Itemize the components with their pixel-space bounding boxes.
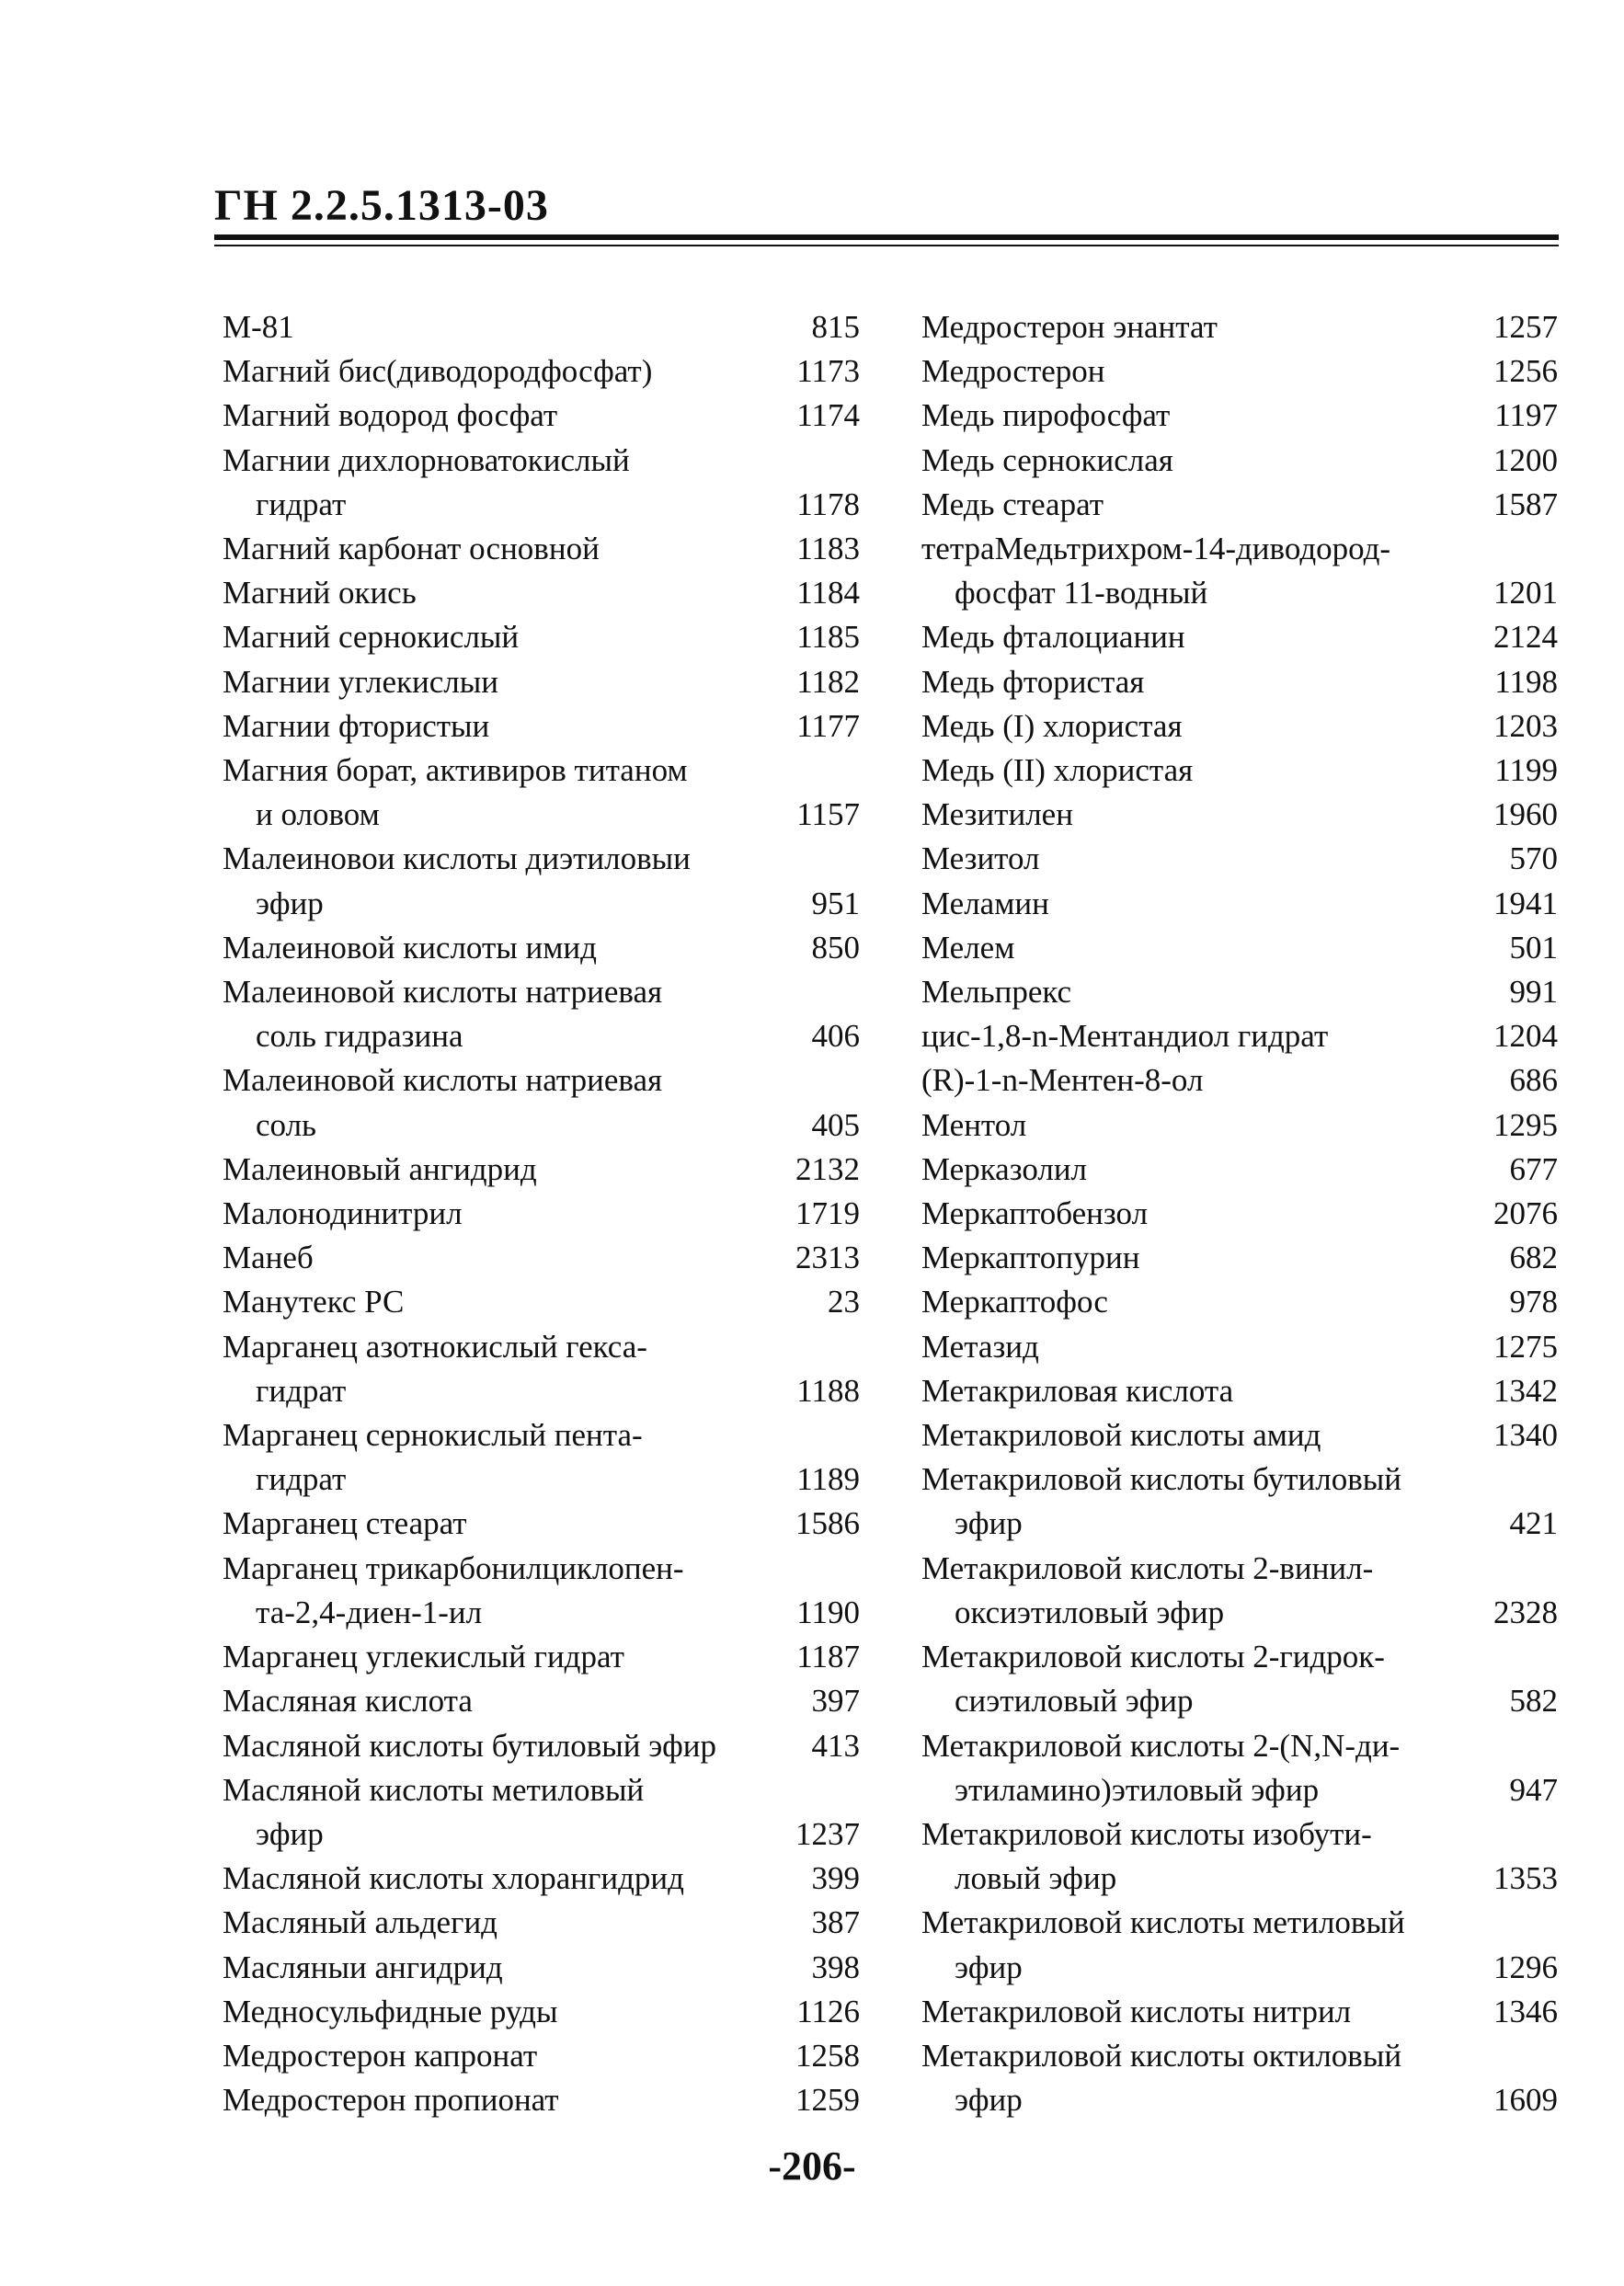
index-entry-term [921, 1457, 1499, 1546]
index-entry-term-line: Масляный альдегид [223, 1904, 497, 1941]
index-entry-number: 406 [811, 1018, 860, 1055]
index-entry-term-continuation: эфир [256, 885, 324, 921]
index-entry-number: 677 [1509, 1150, 1558, 1187]
index-entry [223, 1192, 860, 1236]
index-entry-term-line: Магния борат, активиров титаном [223, 752, 688, 789]
index-entry [921, 527, 1558, 615]
index-entry-term-line: Масляныи ангидрид [223, 1949, 503, 1985]
index-entry [223, 394, 860, 438]
index-entry-number: 1182 [796, 663, 860, 700]
index-entry-number: 1178 [796, 486, 860, 522]
index-entry-term-line: Метакриловой кислоты изобути- [921, 1815, 1372, 1852]
index-entry-term-line: Мелем [921, 929, 1015, 966]
index-entry [921, 1192, 1558, 1236]
index-entry-term [223, 660, 785, 704]
index-entry-number: 1185 [796, 619, 860, 656]
index-entry-term-line: Меламин [921, 885, 1049, 921]
index-entry [223, 439, 860, 527]
index-entry-number: 1189 [796, 1461, 860, 1498]
index-entry-term-line: Медь фталоцианин [921, 619, 1185, 656]
index-entry [921, 1014, 1558, 1058]
index-entry-number: 2313 [795, 1240, 860, 1276]
index-entry-term-continuation: этиламино)этиловый эфир [955, 1771, 1320, 1808]
index-entry-term-continuation: эфир [955, 2082, 1023, 2119]
index-entry-term-line: Масляной кислоты хлорангидрид [223, 1860, 684, 1897]
index-entry-number: 1183 [796, 531, 860, 567]
index-entry-number: 1187 [796, 1639, 860, 1675]
index-entry-number: 991 [1509, 974, 1558, 1011]
index-entry [223, 2034, 860, 2078]
index-entry-number: 1353 [1493, 1860, 1558, 1897]
index-entry-term-line: Марганец трикарбонилциклопен- [223, 1549, 684, 1586]
index-entry-term-line: Метакриловой кислоты метиловый [921, 1904, 1405, 1941]
index-entry-term-line: Марганец стеарат [223, 1505, 467, 1542]
index-entry-term [223, 1946, 801, 1990]
index-entry [921, 1457, 1558, 1546]
index-entry-term [223, 1547, 785, 1635]
index-entry [223, 1413, 860, 1502]
index-entry-term [223, 1768, 784, 1857]
index-entry-term-line: Марганец углекислый гидрат [223, 1639, 624, 1675]
index-entry [921, 793, 1558, 837]
document-header: ГН 2.2.5.1313-03 [214, 181, 549, 230]
index-entry [223, 1946, 860, 1990]
index-entry-term-continuation: эфир [955, 1949, 1023, 1985]
index-entry-term-continuation: фосфат 11-водный [955, 575, 1208, 612]
index-entry-number: 1174 [796, 397, 860, 434]
index-entry-term [921, 926, 1499, 970]
index-entry-term-line: Медь фтористая [921, 663, 1145, 700]
index-entry [921, 660, 1558, 704]
index-entry [921, 1413, 1558, 1457]
index-entry-number: 682 [1509, 1240, 1558, 1276]
index-entry-term [223, 1990, 785, 2034]
index-entry-number: 582 [1509, 1683, 1558, 1720]
index-entry-number: 1960 [1493, 796, 1558, 833]
index-entry [223, 1502, 860, 1546]
index-entry-number: 2132 [795, 1150, 860, 1187]
index-entry [921, 882, 1558, 926]
index-entry-term [921, 527, 1482, 615]
index-entry-term [223, 1280, 817, 1324]
index-entry-term [223, 2034, 784, 2078]
index-entry [223, 527, 860, 571]
index-entry-number: 1204 [1493, 1018, 1558, 1055]
index-entry-term [223, 1192, 784, 1236]
index-entry [921, 1280, 1558, 1324]
index-entry-term-line: Метакриловой кислоты 2-гидрок- [921, 1639, 1385, 1675]
index-entry-number: 815 [811, 309, 860, 345]
index-entry [921, 483, 1558, 527]
index-entry [921, 1103, 1558, 1148]
index-entry-term-line: Медь стеарат [921, 486, 1104, 522]
index-entry-term-line: Метазид [921, 1328, 1039, 1365]
index-entry-term [921, 483, 1482, 527]
index-entry-number: 1342 [1493, 1372, 1558, 1409]
page-number: -206- [768, 2143, 856, 2189]
index-entry [223, 1679, 860, 1723]
index-entry [223, 1325, 860, 1413]
index-entry-term-line: Магний бис(диводородфосфат) [223, 353, 653, 390]
index-entry-term [921, 1990, 1482, 2034]
index-entry-term [223, 837, 801, 925]
index-entry [921, 749, 1558, 793]
index-entry-number: 1188 [796, 1372, 860, 1409]
index-entry-term [921, 1369, 1482, 1413]
index-entry-term [921, 1547, 1482, 1635]
index-entry-number: 1126 [796, 1993, 860, 2029]
index-entry-term-line: Малеиновои кислоты диэтиловыи [223, 840, 691, 877]
index-entry [223, 1990, 860, 2034]
index-entry-term-line: Метакриловой кислоты 2-винил- [921, 1549, 1374, 1586]
index-entry [921, 1547, 1558, 1635]
index-entry-term-continuation: эфир [955, 1505, 1023, 1542]
index-entry-term [223, 349, 785, 394]
index-entry-term-line: М-81 [223, 309, 294, 345]
index-entry-term [223, 1901, 801, 1945]
index-entry-number: 2328 [1493, 1594, 1558, 1630]
index-entry [223, 926, 860, 970]
index-entry-term-line: Метакриловой кислоты октиловый [921, 2037, 1402, 2074]
index-entry-number: 1257 [1493, 309, 1558, 345]
index-entry-term [223, 527, 785, 571]
index-entry-number: 1190 [796, 1594, 860, 1630]
index-entry-term-line: Масляной кислоты метиловый [223, 1771, 645, 1808]
index-entry [223, 1635, 860, 1679]
index-entry-number: 1296 [1493, 1949, 1558, 1985]
index-entry-term [921, 394, 1483, 438]
index-entry [223, 1236, 860, 1280]
index-entry-term-line: Марганец сернокислый пента- [223, 1417, 643, 1454]
index-entry-term-continuation: оксиэтиловый эфир [955, 1594, 1225, 1630]
index-entry-term-line: Медростерон [921, 353, 1105, 390]
index-entry-term [921, 793, 1482, 837]
index-entry-term [223, 1148, 784, 1192]
index-entry-term-line: цис-1,8-n-Ментандиол гидрат [921, 1018, 1329, 1055]
index-entry [921, 837, 1558, 881]
index-entry-term-continuation: гидрат [256, 1461, 347, 1498]
index-entry-number: 501 [1509, 929, 1558, 966]
index-entry [223, 1148, 860, 1192]
index-entry-term-line: Медь пирофосфат [921, 397, 1171, 434]
index-entry-term [921, 439, 1482, 483]
index-entry-term-line: Мерказолил [921, 1150, 1088, 1187]
index-entry-term [921, 1014, 1482, 1058]
index-entry-term [921, 349, 1482, 394]
index-entry-number: 387 [811, 1904, 860, 1941]
index-entry [921, 1148, 1558, 1192]
index-entry-term-line: Малеиновой кислоты натриевая [223, 974, 663, 1011]
index-entry [921, 1812, 1558, 1901]
index-entry-term [921, 970, 1499, 1014]
index-entry [223, 660, 860, 704]
index-entry [223, 1724, 860, 1768]
index-entry-term [921, 1325, 1482, 1369]
index-entry-term-continuation: гидрат [256, 1372, 347, 1409]
index-entry-term [223, 1236, 784, 1280]
index-entry-number: 1941 [1493, 885, 1558, 921]
index-entry [921, 1635, 1558, 1723]
index-entry-term [223, 1857, 801, 1901]
index-entry-number: 1275 [1493, 1328, 1558, 1365]
index-entry-term [921, 704, 1482, 749]
index-entry-term-line: тетраМедьтрихром-14-диводород- [921, 531, 1391, 567]
index-entry [223, 1768, 860, 1857]
index-entry-number: 398 [811, 1949, 860, 1985]
index-entry-term-line: Медносульфидные руды [223, 1993, 558, 2029]
index-entry [223, 970, 860, 1058]
index-column-left [223, 305, 860, 2122]
index-entry-number: 1256 [1493, 353, 1558, 390]
index-entry-term-line: Метакриловой кислоты 2-(N,N-ди- [921, 1727, 1401, 1764]
index-entry-term [223, 1724, 801, 1768]
index-entry-number: 1199 [1494, 752, 1558, 789]
index-entry-term-line: Малеиновый ангидрид [223, 1150, 537, 1187]
index-entry-term-line: Мельпрекс [921, 974, 1072, 1011]
index-entry [921, 970, 1558, 1014]
index-entry [921, 615, 1558, 659]
index-entry-term [921, 660, 1483, 704]
index-entry-term-line: Медь (I) хлористая [921, 707, 1183, 744]
index-entry-term-line: Магнии фтористыи [223, 707, 490, 744]
index-entry-term [223, 439, 785, 527]
index-entry-term [921, 1058, 1499, 1103]
index-entry [223, 1280, 860, 1324]
index-entry-term-line: Мезитилен [921, 796, 1073, 833]
index-entry-number: 23 [828, 1284, 860, 1320]
index-entry-term-line: Метакриловой кислоты бутиловый [921, 1461, 1401, 1498]
index-entry-term [223, 394, 785, 438]
index-entry-number: 2124 [1493, 619, 1558, 656]
index-column-right [921, 305, 1558, 2122]
index-entry-number: 1346 [1493, 1993, 1558, 2029]
index-entry-number: 1258 [795, 2037, 860, 2074]
index-entry-term [921, 749, 1483, 793]
index-entry-term [921, 1236, 1499, 1280]
index-entry [223, 1547, 860, 1635]
index-entry-term-line: Меркаптобензол [921, 1195, 1149, 1232]
index-entry [223, 1857, 860, 1901]
index-entry-number: 397 [811, 1683, 860, 1720]
index-entry-term-line: Медростерон пропионат [223, 2082, 559, 2119]
index-entry [921, 439, 1558, 483]
index-entry-number: 1609 [1493, 2082, 1558, 2119]
index-entry-number: 1203 [1493, 707, 1558, 744]
index-entry-term [921, 1103, 1482, 1148]
index-entry-term-line: Малеиновой кислоты натриевая [223, 1062, 663, 1099]
index-entry-term-line: Медростерон капронат [223, 2037, 538, 2074]
index-entry [921, 1990, 1558, 2034]
index-entry-term [223, 970, 801, 1058]
index-entry-term [223, 1413, 785, 1502]
index-entry-number: 1177 [796, 707, 860, 744]
index-entry-term-continuation: соль гидразина [256, 1018, 463, 1055]
index-entry-term [223, 1635, 785, 1679]
index-entry-term-line: Малонодинитрил [223, 1195, 463, 1232]
index-entry-number: 1340 [1493, 1417, 1558, 1454]
index-entry [223, 349, 860, 394]
index-entry-number: 1157 [796, 796, 860, 833]
index-entry [223, 1901, 860, 1945]
index-entry-number: 1173 [796, 353, 860, 390]
index-entry-term-line: Магний карбонат основной [223, 531, 600, 567]
index-entry-term-continuation: гидрат [256, 486, 347, 522]
index-entry-term-line: Малеиновой кислоты имид [223, 929, 597, 966]
index-entry-term-line: Магний сернокислый [223, 619, 520, 656]
index-entry [223, 749, 860, 837]
index-entry-number: 1198 [1494, 663, 1558, 700]
index-entry-term [921, 1901, 1482, 1989]
index-entry-term-line: Метакриловой кислоты нитрил [921, 1993, 1352, 2029]
index-entry-term [921, 1812, 1482, 1901]
index-entry-number: 399 [811, 1860, 860, 1897]
index-entry [223, 305, 860, 349]
index-entry-number: 1586 [795, 1505, 860, 1542]
index-entry-term [921, 1280, 1499, 1324]
index-entry-number: 1259 [795, 2082, 860, 2119]
index-entry-number: 1237 [795, 1815, 860, 1852]
index-entry-number: 1184 [796, 575, 860, 612]
index-entry-number: 570 [1509, 840, 1558, 877]
index-entry-term-line: Мезитол [921, 840, 1040, 877]
index-entry-term [921, 615, 1482, 659]
index-entry-term-line: Магнии дихлорноватокислый [223, 441, 630, 478]
index-entry-term [223, 1679, 801, 1723]
index-entry-term [921, 1192, 1482, 1236]
index-entry-term [223, 615, 785, 659]
index-entry-term-continuation: и оловом [256, 796, 380, 833]
index-entry [921, 1369, 1558, 1413]
index-entry-term-line: Манеб [223, 1240, 314, 1276]
index-entry-term-continuation: сиэтиловый эфир [955, 1683, 1194, 1720]
index-entry-term [223, 571, 785, 615]
index-entry-term-line: (R)-1-n-Ментен-8-ол [921, 1062, 1204, 1099]
index-entry-number: 947 [1509, 1771, 1558, 1808]
index-entry-number: 1197 [1494, 397, 1558, 434]
index-entry [223, 571, 860, 615]
index-entry-term [921, 305, 1482, 349]
index-entry-term-continuation: та-2,4-диен-1-ил [256, 1594, 483, 1630]
index-entry-term-line: Метакриловой кислоты амид [921, 1417, 1321, 1454]
index-entry-number: 421 [1509, 1505, 1558, 1542]
index-entry [921, 305, 1558, 349]
index-entry-number: 978 [1509, 1284, 1558, 1320]
index-entry-term-line: Ментол [921, 1106, 1027, 1143]
index-entry [223, 615, 860, 659]
index-entry-term [223, 1502, 784, 1546]
index-entry-number: 405 [811, 1106, 860, 1143]
index-entry-term-continuation: эфир [256, 1815, 324, 1852]
index-entry-term [921, 1148, 1499, 1192]
index-entry [223, 704, 860, 749]
index-entry-number: 1295 [1493, 1106, 1558, 1143]
index-entry-term-line: Марганец азотнокислый гекса- [223, 1328, 647, 1365]
index-entry-term-line: Медь сернокислая [921, 441, 1173, 478]
index-entry-term [223, 305, 801, 349]
index-entry-term [921, 837, 1499, 881]
index-entry [921, 704, 1558, 749]
index-entry [921, 2034, 1558, 2122]
index-entry-term-line: Магний водород фосфат [223, 397, 558, 434]
index-entry-number: 1200 [1493, 441, 1558, 478]
index-entry-term [921, 882, 1482, 926]
index-entry [921, 394, 1558, 438]
index-entry-term-line: Масляной кислоты бутиловый эфир [223, 1727, 717, 1764]
index-entry-term [921, 1635, 1499, 1723]
index-entry-number: 686 [1509, 1062, 1558, 1099]
index-entry-term [223, 1058, 801, 1147]
index-entry-term-line: Метакриловая кислота [921, 1372, 1234, 1409]
index-entry-number: 413 [811, 1727, 860, 1764]
header-rule-thick [214, 234, 1559, 240]
index-entry [921, 349, 1558, 394]
index-entry-term [223, 926, 801, 970]
index-entry-term [223, 749, 785, 837]
index-entry-number: 1587 [1493, 486, 1558, 522]
index-entry-number: 2076 [1493, 1195, 1558, 1232]
index-entry-term-line: Меркаптофос [921, 1284, 1108, 1320]
index-entry-term-line: Магний окись [223, 575, 417, 612]
index-entry-term-continuation: ловый эфир [955, 1860, 1117, 1897]
index-entry-term [921, 2034, 1482, 2122]
index-entry-term [223, 1325, 785, 1413]
index-entry [921, 1724, 1558, 1812]
index-entry [223, 837, 860, 925]
index-entry-term [921, 1413, 1482, 1457]
index-entry [223, 2078, 860, 2122]
index-entry [921, 926, 1558, 970]
index-entry-term [921, 1724, 1499, 1812]
index-entry-term-line: Магнии углекислыи [223, 663, 499, 700]
index-entry-term-line: Медростерон энантат [921, 309, 1218, 345]
index-entry [921, 1325, 1558, 1369]
index-entry [223, 1058, 860, 1147]
index-entry-number: 850 [811, 929, 860, 966]
index-entry-term [223, 704, 785, 749]
header-rule-thin [214, 245, 1559, 246]
index-entry-number: 1201 [1493, 575, 1558, 612]
index-entry-number: 1719 [795, 1195, 860, 1232]
index-entry-term [223, 2078, 784, 2122]
index-entry-term-line: Меркаптопурин [921, 1240, 1140, 1276]
index-entry [921, 1901, 1558, 1989]
index-entry-term-line: Манутекс РС [223, 1284, 405, 1320]
index-entry-number: 951 [811, 885, 860, 921]
index-entry [921, 1236, 1558, 1280]
index-entry-term-line: Медь (II) хлористая [921, 752, 1194, 789]
index-entry-term-line: Масляная кислота [223, 1683, 473, 1720]
index-entry [921, 1058, 1558, 1103]
index-entry-term-continuation: соль [256, 1106, 317, 1143]
